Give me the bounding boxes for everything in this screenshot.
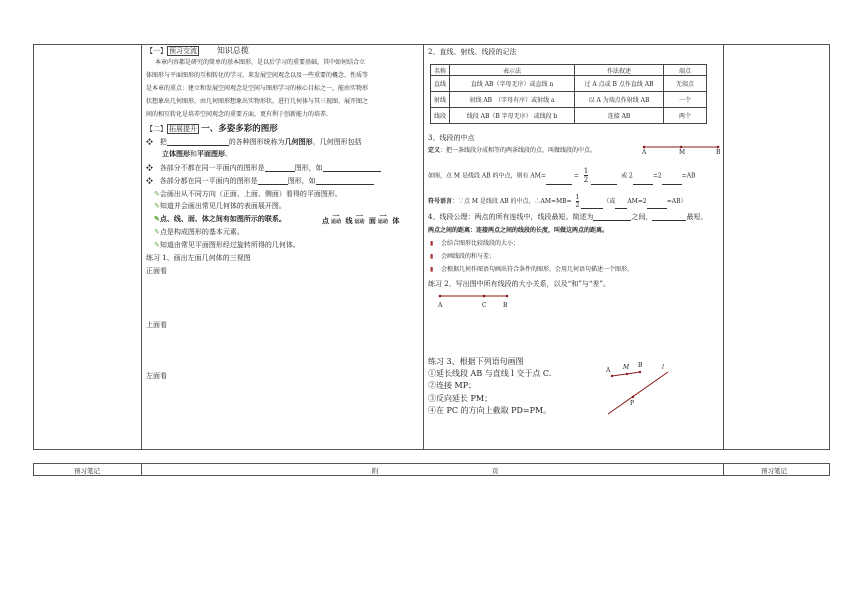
footer-bar — [33, 463, 830, 476]
exercise-3-step: ③反向延长 PM； — [428, 394, 493, 403]
footer-page: 页 — [492, 467, 499, 475]
objective-line: ✎知道并会画出常见几何体的表面展开图。 — [154, 202, 286, 210]
footer-notes-right: 预习笔记 — [761, 467, 787, 475]
section-1-header: 【一】 预习交流 知识总揽 — [146, 46, 249, 55]
point-label: A — [642, 149, 647, 156]
pencil-icon: ✎ — [154, 202, 160, 210]
segment-axiom: 4、线段公理：两点的所有连线中，线段最短。简述为 之间， 最短。 — [428, 213, 708, 221]
pencil-icon: ✎ — [154, 190, 160, 198]
point-label: M — [679, 149, 686, 156]
bullet-icon: ❖ — [146, 164, 153, 172]
intro-line: 体图形与平面图形的互相转化的学习，来发展空间观念以及一些重要的概念、性质等 — [146, 72, 369, 79]
exercise-3-diagram — [600, 362, 680, 422]
table-row: 线段 线段 AB（B 字母无序） 或线段 b 连接 AB 两个 — [431, 108, 707, 124]
book-icon: ▮ — [430, 240, 434, 247]
point-line-plane-solid-chain: 点 ⟶ 运动 线 ⟶ 运动 面 ⟶ 运动 体 — [322, 213, 400, 225]
footer-appendix: 附 — [372, 467, 379, 475]
intro-line: 状想象出几何图形，由几何图形想象出实物形状，进行几何体与其三视图、展开图之 — [146, 98, 369, 105]
midpoint-title: 3、线段的中点 — [428, 134, 475, 142]
objective-line: ✎知道由常见平面图形经过旋转所得的几何体。 — [154, 241, 300, 249]
definition-line: 立体图形和平面图形。 — [162, 149, 232, 158]
pencil-icon: ✎ — [154, 214, 160, 223]
plane-figure-line: ❖ 各部分都在同一平面内的图形是 图形，如 — [146, 177, 374, 185]
table-header-row — [431, 65, 707, 76]
top-view-label: 上面看 — [146, 321, 167, 329]
solid-figure-line: ❖ 各部分不都在同一平面内的图形是 图形，如 — [146, 164, 381, 172]
midpoint-relation: 如图，点 M 是线段 AB 的中点，则有 $AM= = \frac{1}{2}$ 或 2 =2 =AB — [428, 167, 696, 185]
section-1-title: 知识总揽 — [216, 46, 249, 55]
objective-line: ▮ 会画线段的和与差； — [430, 253, 495, 260]
column-divider — [141, 44, 142, 450]
intro-line: 是本章的重点：建立和发展空间观念是空间与图形学习的核心目标之一，能由实物形 — [146, 85, 369, 92]
objective-line: ✎点是构成图形的基本元素。 — [154, 228, 244, 236]
point-label: M — [623, 364, 630, 371]
distance-definition: 两点之间的距离：连接两点之间的线段的长度，叫做这两点的距离。 — [428, 227, 609, 234]
line-notation-table — [430, 64, 707, 124]
point-label: A — [606, 367, 611, 374]
section-2-title-right: 2、直线、射线、线段的记法 — [428, 48, 517, 56]
exercise-1: 练习 1、画出左面几何体的三视图 — [146, 254, 251, 262]
midpoint-definition: 定义：把一条线段分成相等的两条线段的点，叫做线段的中点。 — [428, 147, 597, 154]
column-divider — [723, 44, 724, 450]
line-label: l — [662, 364, 664, 371]
book-icon: ▮ — [430, 266, 434, 273]
exercise-3-step: ④在 PC 的方向上截取 PD=PM。 — [428, 406, 552, 415]
symbolic-language: 符号语言：∵点 M 是线段 AB 的中点，∴AM=MB= $\frac{1}{2}$ （或 AM=2 =AB） — [428, 194, 687, 210]
point-label: B — [503, 302, 508, 309]
side-view-label: 左面看 — [146, 372, 167, 380]
section-2-header: 【二】 拓展提升 一、多姿多彩的图形 — [146, 124, 278, 134]
objective-line: ▮ 会根据几何作图语句画出符合条件的图形，会用几何语句描述一个图形。 — [430, 266, 633, 273]
pencil-icon: ✎ — [154, 241, 160, 249]
column-divider — [423, 44, 424, 450]
table-row: 射线 射线 AB （字母有序）或射线 a 以 A 为端点作射线 AB 一个 — [431, 92, 707, 108]
exercise-3-step: ①延长线段 AB 与直线 l 交于点 C. — [428, 369, 552, 378]
point-label: B — [716, 149, 721, 156]
point-label: P — [630, 400, 635, 407]
table-header: 名称 — [431, 65, 450, 76]
relation-line: ✎点、线、面、体之间有如图所示的联系。 — [154, 214, 286, 223]
point-label: B — [638, 362, 643, 369]
bullet-icon: ❖ — [146, 138, 153, 146]
intro-line: 间的相互转化是培养空间观念的重要方面，更有利于创新能力的培养. — [146, 111, 328, 118]
intro-line: 本章内容都是研究的简单的基本图形，是以后学习的重要基础，其中如何结合立 — [155, 59, 366, 66]
pencil-icon: ✎ — [154, 228, 160, 236]
point-label: A — [438, 302, 443, 309]
table-header: 端点 — [664, 65, 707, 76]
table-header: 表示法 — [450, 65, 575, 76]
book-icon: ▮ — [430, 253, 434, 260]
front-view-label: 正面看 — [146, 267, 167, 275]
point-label: C — [482, 302, 487, 309]
definition-line: ❖ 把 的各种图形统称为几何图形，几何图形包括 — [146, 137, 362, 146]
objective-line: ✎会画出从不同方向（正面、上面、侧面）看得的平面图形。 — [154, 190, 342, 198]
exercise-2: 练习 2、写出图中所有线段的大小关系，以及“和”与“差”。 — [428, 280, 610, 288]
bullet-icon: ❖ — [146, 177, 153, 185]
segment-acb-diagram — [436, 291, 512, 301]
exercise-3: 练习 3、根据下列语句画图 — [428, 357, 524, 366]
table-header: 作法叙述 — [575, 65, 664, 76]
section-2-title: 一、多姿多彩的图形 — [201, 124, 278, 134]
footer-notes-left: 预习笔记 — [74, 467, 100, 475]
exercise-3-step: ②连接 MP； — [428, 381, 477, 390]
objective-line: ▮ 会结合图形比较线段的大小； — [430, 240, 519, 247]
table-row: 直线 直线 AB（字母无序）或直线 n 过 A 点或 B 点作直线 AB 无端点 — [431, 76, 707, 92]
